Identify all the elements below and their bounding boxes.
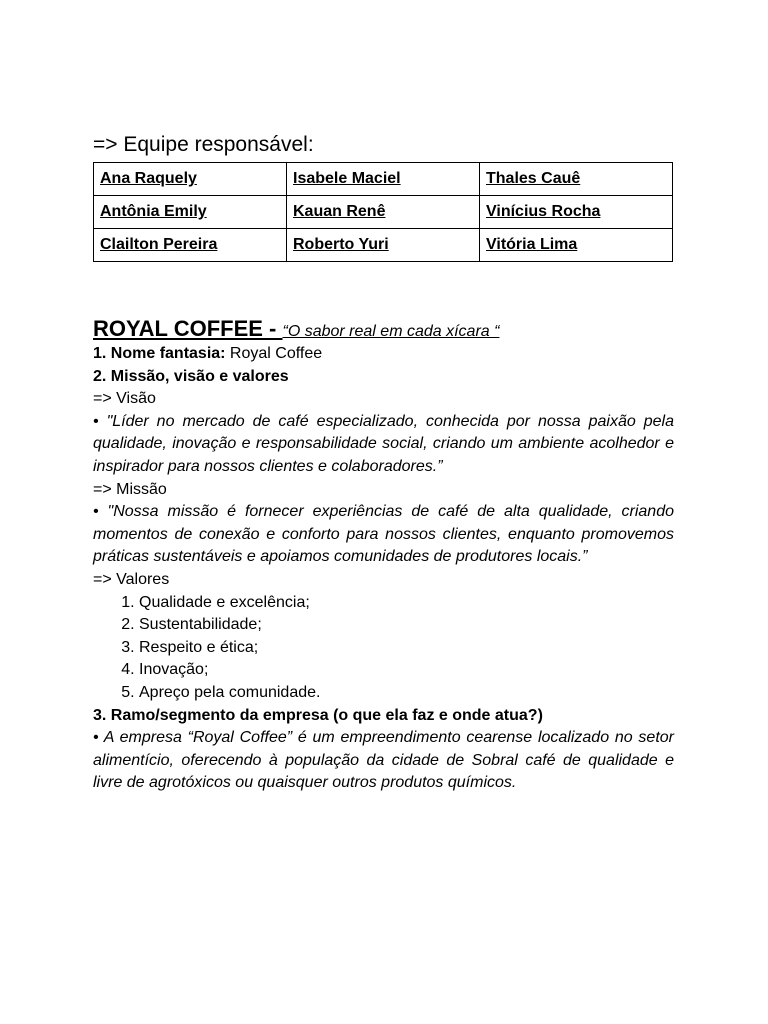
values-list bbox=[93, 592, 674, 705]
list-item: 5. Apreço pela comunidade. bbox=[139, 682, 674, 705]
mission-label: => Missão bbox=[93, 480, 167, 498]
team-table bbox=[93, 162, 673, 262]
section-1-value: Royal Coffee bbox=[225, 345, 323, 362]
team-member: Kauan Renê bbox=[287, 196, 480, 229]
team-member: Vitória Lima bbox=[480, 229, 673, 262]
document-title bbox=[93, 318, 674, 343]
table-row bbox=[94, 229, 673, 262]
table-row bbox=[94, 196, 673, 229]
mission-text: • "Nossa missão é fornecer experiências de café de alta qualidade, criando momentos de conexão e conforto para nossos clientes, enquanto promovemos práticas sustentáveis e apoiamos comunidades de produtores locais.” bbox=[93, 503, 674, 566]
document-page bbox=[93, 132, 674, 795]
team-heading: => Equipe responsável: bbox=[93, 133, 314, 156]
section-3-heading: 3. Ramo/segmento da empresa (o que ela faz e onde atua?) bbox=[93, 706, 543, 724]
vision-label: => Visão bbox=[93, 390, 156, 408]
company-name: ROYAL COFFEE - bbox=[93, 316, 283, 341]
team-member: Clailton Pereira bbox=[94, 229, 287, 262]
team-member: Vinícius Rocha bbox=[480, 196, 673, 229]
list-item: 2. Sustentabilidade; bbox=[139, 614, 674, 637]
team-member: Antônia Emily bbox=[94, 196, 287, 229]
company-slogan: “O sabor real em cada xícara “ bbox=[282, 323, 500, 340]
list-item: 3. Respeito e ética; bbox=[139, 637, 674, 660]
team-member: Roberto Yuri bbox=[287, 229, 480, 262]
section-2-heading: 2. Missão, visão e valores bbox=[93, 367, 289, 385]
section-1-label: 1. Nome fantasia: bbox=[93, 345, 226, 362]
vision-text: • "Líder no mercado de café especializado, conhecida por nossa paixão pela qualidade, inovação e responsabilidade social, criando um ambiente acolhedor e inspirador para nossos clientes e colaboradores.” bbox=[93, 412, 674, 475]
list-item: 4. Inovação; bbox=[139, 659, 674, 682]
team-member: Isabele Maciel bbox=[287, 163, 480, 196]
team-member: Ana Raquely bbox=[94, 163, 287, 196]
list-item: 1. Qualidade e excelência; bbox=[139, 592, 674, 615]
section-1 bbox=[93, 343, 674, 366]
table-row bbox=[94, 163, 673, 196]
section-3-text: • A empresa “Royal Coffee” é um empreendimento cearense localizado no setor alimentício, oferecendo à população da cidade de Sobral café de qualidade e livre de agrotóxicos ou quaisquer outros produtos químicos. bbox=[93, 729, 674, 792]
team-member: Thales Cauê bbox=[480, 163, 673, 196]
values-label: => Valores bbox=[93, 570, 170, 588]
